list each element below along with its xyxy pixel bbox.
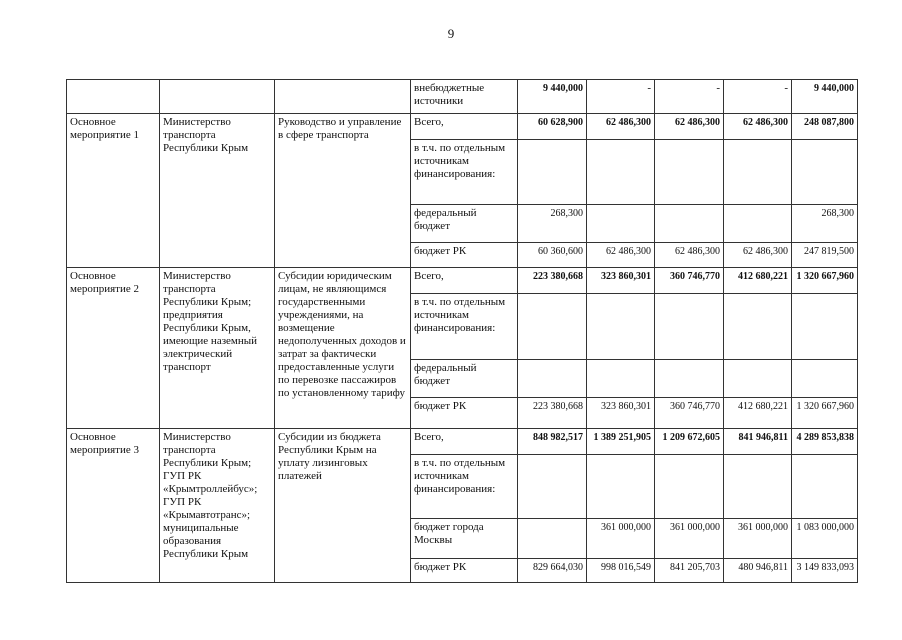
- value-cell: [792, 455, 858, 519]
- value-cell: 361 000,000: [655, 519, 724, 559]
- value-cell: [587, 360, 655, 398]
- source-cell: в т.ч. по отдельным источникам финансирования:: [411, 294, 518, 360]
- value-cell: 268,300: [518, 205, 587, 243]
- value-cell: 62 486,300: [724, 243, 792, 268]
- value-cell: 4 289 853,838: [792, 429, 858, 455]
- value-cell: 60 628,900: [518, 114, 587, 140]
- value-cell: 62 486,300: [587, 114, 655, 140]
- value-cell: [655, 140, 724, 205]
- activity-description: Руководство и управление в сфере транспорта: [275, 114, 411, 268]
- value-cell: [724, 140, 792, 205]
- value-cell: [724, 294, 792, 360]
- value-cell: 247 819,500: [792, 243, 858, 268]
- value-cell: 1 320 667,960: [792, 268, 858, 294]
- value-cell: 268,300: [792, 205, 858, 243]
- value-cell: 62 486,300: [655, 114, 724, 140]
- value-cell: 323 860,301: [587, 268, 655, 294]
- empty-cell: [160, 80, 275, 114]
- table-row: [67, 80, 858, 114]
- value-cell: [792, 140, 858, 205]
- source-cell: бюджет РК: [411, 243, 518, 268]
- value-cell: 361 000,000: [587, 519, 655, 559]
- value-cell: [518, 519, 587, 559]
- value-cell: 248 087,800: [792, 114, 858, 140]
- value-cell: [518, 140, 587, 205]
- value-cell: [724, 205, 792, 243]
- value-cell: 848 982,517: [518, 429, 587, 455]
- value-cell: [724, 455, 792, 519]
- value-cell: 412 680,221: [724, 398, 792, 429]
- activity-executor: Министерство транспорта Республики Крым; предприятия Республики Крым, имеющие наземный электрический транспорт: [160, 268, 275, 429]
- value-cell: 323 860,301: [587, 398, 655, 429]
- empty-cell: [67, 80, 160, 114]
- empty-cell: [275, 80, 411, 114]
- table-row: [67, 268, 858, 294]
- value-cell: [518, 294, 587, 360]
- source-cell: бюджет города Москвы: [411, 519, 518, 559]
- activity-description: Субсидии из бюджета Республики Крым на уплату лизинговых платежей: [275, 429, 411, 583]
- value-cell: 361 000,000: [724, 519, 792, 559]
- source-cell: внебюджетные источники: [411, 80, 518, 114]
- source-cell: Всего,: [411, 114, 518, 140]
- value-cell: 60 360,600: [518, 243, 587, 268]
- value-cell: 841 205,703: [655, 559, 724, 583]
- value-cell: 62 486,300: [587, 243, 655, 268]
- financing-table: [66, 79, 858, 583]
- value-cell: [518, 360, 587, 398]
- value-cell: [587, 140, 655, 205]
- value-cell: -: [655, 80, 724, 114]
- value-cell: -: [587, 80, 655, 114]
- source-cell: в т.ч. по отдельным источникам финансирования:: [411, 455, 518, 519]
- value-cell: 223 380,668: [518, 268, 587, 294]
- value-cell: 3 149 833,093: [792, 559, 858, 583]
- value-cell: 1 083 000,000: [792, 519, 858, 559]
- value-cell: 1 209 672,605: [655, 429, 724, 455]
- value-cell: 360 746,770: [655, 268, 724, 294]
- value-cell: 62 486,300: [655, 243, 724, 268]
- activity-description: Субсидии юридическим лицам, не являющимся государственными учреждениями, на возмещение недополученных доходов и затрат за фактически предоставленные услуги по перевозке пассажиров по установленному тарифу: [275, 268, 411, 429]
- value-cell: 480 946,811: [724, 559, 792, 583]
- value-cell: 841 946,811: [724, 429, 792, 455]
- activity-executor: Министерство транспорта Республики Крым: [160, 114, 275, 268]
- value-cell: 9 440,000: [792, 80, 858, 114]
- table-row: [67, 429, 858, 455]
- value-cell: 9 440,000: [518, 80, 587, 114]
- value-cell: 360 746,770: [655, 398, 724, 429]
- value-cell: [655, 455, 724, 519]
- value-cell: 223 380,668: [518, 398, 587, 429]
- value-cell: [792, 294, 858, 360]
- value-cell: 1 389 251,905: [587, 429, 655, 455]
- value-cell: [587, 455, 655, 519]
- value-cell: 1 320 667,960: [792, 398, 858, 429]
- value-cell: 412 680,221: [724, 268, 792, 294]
- value-cell: [792, 360, 858, 398]
- activity-executor: Министерство транспорта Республики Крым; ГУП РК «Крымтроллейбус»; ГУП РК «Крымавтотранс»; муниципальные образования Республики Крым: [160, 429, 275, 583]
- value-cell: [587, 294, 655, 360]
- source-cell: Всего,: [411, 268, 518, 294]
- source-cell: федеральный бюджет: [411, 360, 518, 398]
- table-row: [67, 114, 858, 140]
- activity-name: Основное мероприятие 3: [67, 429, 160, 583]
- value-cell: [655, 205, 724, 243]
- value-cell: [587, 205, 655, 243]
- source-cell: бюджет РК: [411, 559, 518, 583]
- value-cell: [655, 294, 724, 360]
- source-cell: Всего,: [411, 429, 518, 455]
- value-cell: 62 486,300: [724, 114, 792, 140]
- source-cell: федеральный бюджет: [411, 205, 518, 243]
- value-cell: 998 016,549: [587, 559, 655, 583]
- value-cell: -: [724, 80, 792, 114]
- value-cell: [655, 360, 724, 398]
- source-cell: в т.ч. по отдельным источникам финансирования:: [411, 140, 518, 205]
- value-cell: [724, 360, 792, 398]
- source-cell: бюджет РК: [411, 398, 518, 429]
- value-cell: [518, 455, 587, 519]
- value-cell: 829 664,030: [518, 559, 587, 583]
- activity-name: Основное мероприятие 2: [67, 268, 160, 429]
- page-number: 9: [447, 26, 455, 41]
- activity-name: Основное мероприятие 1: [67, 114, 160, 268]
